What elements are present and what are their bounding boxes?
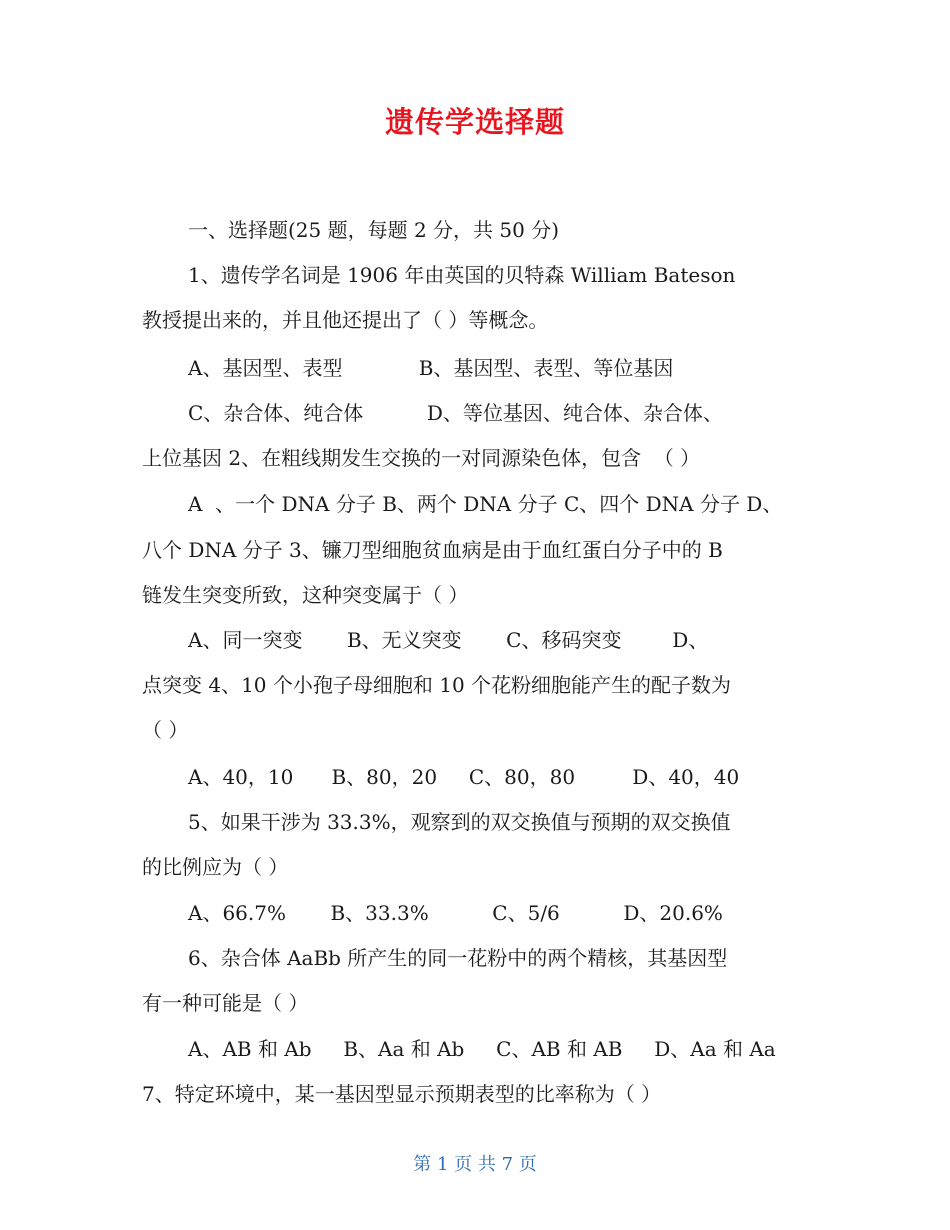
question-line: 7、特定环境中，某一基因型显示预期表型的比率称为（ ） — [142, 1082, 662, 1106]
question-line: 有一种可能是（ ） — [142, 991, 309, 1015]
question-line: 链发生突变所致，这种突变属于（ ） — [142, 583, 469, 607]
question-line: 6、杂合体 AaBb 所产生的同一花粉中的两个精核，其基因型 — [188, 946, 728, 970]
page-footer: 第 1 页 共 7 页 — [413, 1154, 537, 1175]
option-line: C、杂合体、纯合体 D、等位基因、纯合体、杂合体、 — [188, 401, 723, 425]
option-line: A 、一个 DNA 分子 B、两个 DNA 分子 C、四个 DNA 分子 D、 — [188, 492, 783, 516]
option-line: A、基因型、表型 B、基因型、表型、等位基因 — [188, 356, 674, 380]
question-line: 5、如果干涉为 33.3%，观察到的双交换值与预期的双交换值 — [188, 810, 731, 834]
option-line: A、40，10 B、80，20 C、80，80 D、40，40 — [188, 765, 740, 789]
question-line: 上位基因 2、在粗线期发生交换的一对同源染色体，包含 （ ） — [142, 446, 701, 470]
option-line: A、同一突变 B、无义突变 C、移码突变 D、 — [188, 628, 709, 652]
option-line: A、AB 和 Ab B、Aa 和 Ab C、AB 和 AB D、Aa 和 Aa — [188, 1037, 776, 1061]
question-line: 八个 DNA 分子 3、镰刀型细胞贫血病是由于血红蛋白分子中的 B — [142, 538, 723, 562]
option-line: A、66.7% B、33.3% C、5/6 D、20.6% — [188, 901, 723, 925]
question-line: （ ） — [142, 718, 189, 742]
question-line: 点突变 4、10 个小孢子母细胞和 10 个花粉细胞能产生的配子数为 — [142, 673, 732, 697]
document-title: 遗传学选择题 — [384, 105, 565, 139]
section-heading: 一、选择题(25 题，每题 2 分，共 50 分) — [188, 218, 560, 242]
question-line: 的比例应为（ ） — [142, 855, 289, 879]
question-line: 1、遗传学名词是 1906 年由英国的贝特森 William Bateson — [188, 263, 736, 287]
question-line: 教授提出来的，并且他还提出了（ ）等概念。 — [142, 308, 549, 332]
